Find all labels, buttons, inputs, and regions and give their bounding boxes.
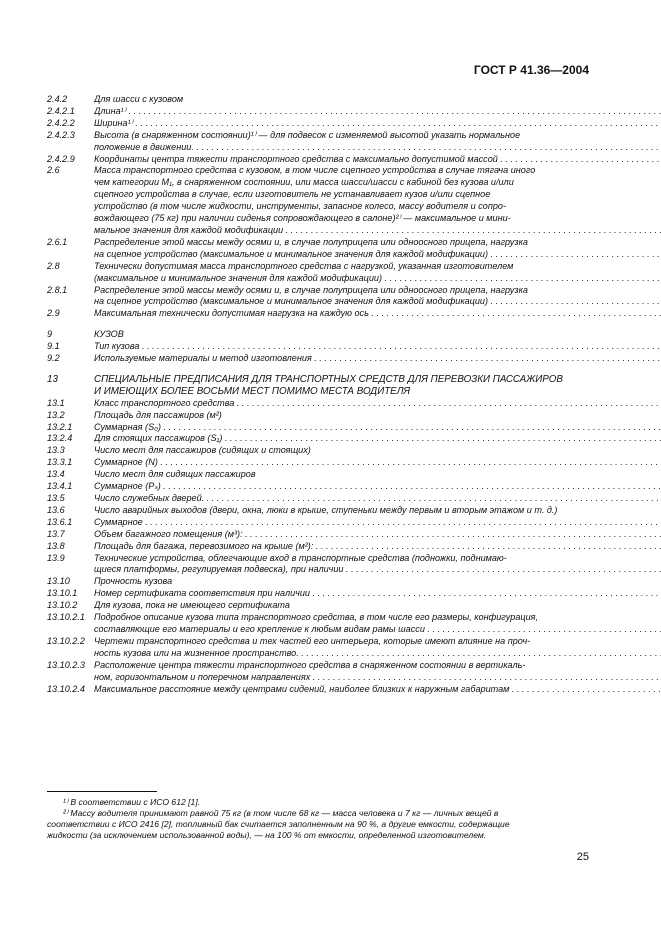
item-text (94, 636, 661, 660)
item-line: Для шасси с кузовом (94, 94, 184, 104)
item-text (94, 684, 661, 696)
item-line: щиеся платформы, регулируемая подвеска), при наличии . . . (94, 564, 661, 576)
item-line: Расположение центра тяжести транспортного средства в снаряженном состоянии в вертикаль- (94, 659, 526, 670)
list-item (47, 261, 590, 285)
item-text (94, 660, 661, 684)
item-line: И ИМЕЮЩИХ БОЛЕЕ ВОСЬМИ МЕСТ ПОМИМО МЕСТА ВОДИТЕЛЯ (94, 385, 411, 397)
list-item (47, 600, 590, 612)
item-text (94, 517, 661, 529)
item-text (94, 353, 661, 365)
item-line: Площадь для пассажиров (м²) (94, 409, 222, 420)
list-item (47, 106, 590, 118)
page-number: 25 (576, 851, 589, 863)
item-line: Технические устройства, облегчающие вход в транспортные средства (подножки, поднимаю- (94, 552, 507, 563)
section-gap (47, 365, 590, 374)
document-body (47, 94, 590, 695)
item-line: Используемые материалы и метод изготовления . . . (94, 353, 661, 365)
item-line: Суммарное . . . (94, 517, 661, 529)
item-number: 2.4.2.3 (47, 129, 75, 140)
item-text (94, 505, 590, 517)
item-line: ном, горизонтальном и поперечном направлениях . . . (94, 672, 661, 684)
item-text (94, 493, 661, 505)
item-text (94, 600, 590, 612)
item-number: 13.9 (47, 552, 65, 563)
item-line: Объем багажного помещения (м³): . . . (94, 529, 661, 541)
footnote-line: ¹⁾ В соответствии с ИСО 612 [1]. (63, 797, 201, 807)
item-number: 2.8.1 (47, 284, 68, 295)
item-text (94, 94, 590, 106)
list-item (47, 469, 590, 481)
item-text (94, 457, 661, 469)
item-number: 13.10 (47, 576, 70, 587)
list-item (47, 505, 590, 517)
item-number: 13.2.4 (47, 433, 73, 444)
list-item (47, 285, 590, 309)
item-number: 13.10.2.1 (47, 612, 85, 623)
list-item (47, 445, 590, 457)
item-number: 13.2 (47, 409, 65, 420)
list-item (47, 329, 590, 341)
list-item (47, 660, 590, 684)
item-text (94, 481, 661, 493)
item-line: Чертежи транспортного средства и тех частей его интерьера, которые имеют влияние на проч- (94, 635, 531, 646)
list-item (47, 165, 590, 236)
list-item (47, 541, 590, 553)
list-item (47, 553, 590, 577)
item-number: 13.4.1 (47, 481, 73, 492)
item-line: Номер сертификата соответствия при наличии . . . (94, 588, 661, 600)
item-number: 13.6.1 (47, 516, 73, 527)
item-number: 13.1 (47, 397, 65, 408)
list-item (47, 118, 590, 130)
item-line: мальное значения для каждой модификации . . . (94, 225, 661, 237)
list-item (47, 576, 590, 588)
item-line: Суммарное (N) . . . (94, 457, 661, 469)
item-text (94, 553, 661, 577)
item-line: Длина¹⁾ . . . (94, 106, 661, 118)
item-line: Число служебных дверей. . . . (94, 493, 661, 505)
item-line: Прочность кузова (94, 576, 173, 587)
item-line: на сцепное устройство (максимальное и минимальное значения для каждой модификации) . . . (94, 296, 661, 308)
item-number: 2.6 (47, 165, 60, 176)
item-line: положение в движении. . . . (94, 142, 661, 154)
item-text (94, 237, 661, 261)
item-line: Суммарная (S₀) . . . (94, 422, 661, 434)
list-item (47, 94, 590, 106)
item-number: 13 (47, 373, 58, 385)
item-number: 13.3 (47, 445, 65, 456)
list-item (47, 154, 590, 166)
item-line: Распределение этой массы между осями и, в случае полуприцепа или одноосного прицепа, нагрузка (94, 284, 528, 295)
item-line: Подробное описание кузова типа транспортного средства, в том числе его размеры, конфигурация, (94, 612, 539, 623)
document-header: ГОСТ Р 41.36—2004 (473, 63, 589, 77)
item-text (94, 130, 661, 154)
item-number: 13.3.1 (47, 457, 73, 468)
list-item (47, 130, 590, 154)
item-number: 13.8 (47, 540, 65, 551)
list-item (47, 457, 590, 469)
list-item (47, 636, 590, 660)
item-text (94, 329, 590, 341)
item-number: 13.10.2.2 (47, 635, 85, 646)
item-line: составляющие его материалы и его крепление к любым видам рамы шасси . . . (94, 624, 661, 636)
item-number: 2.4.2.2 (47, 117, 75, 128)
item-text (94, 529, 661, 541)
item-number: 2.8 (47, 260, 60, 271)
footnotes (47, 797, 590, 841)
list-item (47, 433, 590, 445)
list-item (47, 422, 590, 434)
list-item (47, 481, 590, 493)
item-text (94, 588, 661, 600)
list-item (47, 493, 590, 505)
list-item (47, 237, 590, 261)
item-line: на сцепное устройство (максимальное и минимальное значения для каждой модификации) . . . (94, 249, 661, 261)
item-line: Распределение этой массы между осями и, в случае полуприцепа или одноосного прицепа, нагрузка (94, 236, 528, 247)
item-line: (максимальное и минимальное значения для каждой модификации) . . . (94, 273, 661, 285)
item-number: 2.6.1 (47, 236, 68, 247)
item-number: 13.10.1 (47, 588, 78, 599)
item-line: сцепного устройства в случае, если изготовитель не устанавливает кузов и/или сцепное (94, 189, 491, 200)
footnote-line: жидкости (за исключением использованной воды), — на 100 % от емкости, определенной изготовителем. (47, 830, 487, 840)
item-number: 2.4.2.1 (47, 105, 75, 116)
item-number: 13.10.2.4 (47, 683, 85, 694)
item-line: Координаты центра тяжести транспортного средства с максимально допустимой массой . . . (94, 154, 661, 166)
item-number: 13.2.1 (47, 421, 73, 432)
list-item (47, 517, 590, 529)
item-text (94, 422, 661, 434)
footnote-line: соответствии с ИСО 2416 [2], топливный бак считается заполненным на 90 %, а другие емкости, содержащие (47, 819, 510, 829)
item-line: Площадь для багажа, перевозимого на крыше (м²): . . . (94, 541, 661, 553)
item-line: КУЗОВ (94, 329, 124, 340)
item-line: Максимальное расстояние между центрами сидений, наиболее близких к наружным габаритам . . . (94, 684, 661, 696)
item-text (94, 541, 661, 553)
item-line: Масса транспортного средства с кузовом, в том числе сцепного устройства в случае тягача иного (94, 165, 536, 176)
list-item (47, 308, 590, 320)
item-number: 9.1 (47, 341, 60, 352)
item-text (94, 612, 661, 636)
item-text (94, 308, 661, 320)
item-line: Класс транспортного средства . . . (94, 398, 661, 410)
list-item (47, 410, 590, 422)
item-line: Для кузова, пока не имеющего сертификата (94, 600, 290, 611)
list-item (47, 341, 590, 353)
list-item (47, 529, 590, 541)
item-number: 13.4 (47, 469, 65, 480)
item-line: Число аварийных выходов (двери, окна, люки в крыше, ступеньки между первым и вторым этажом и т. д.) (94, 504, 558, 515)
item-text (94, 469, 590, 481)
item-text (94, 106, 661, 118)
list-item (47, 398, 590, 410)
item-line: чем категории M₁, в снаряженном состоянии, или масса шасси/шасси с кабиной без кузова и/или (94, 177, 514, 188)
item-text (94, 433, 661, 445)
item-line: Число мест для сидящих пассажиров (94, 469, 256, 480)
item-text (94, 576, 590, 588)
footnote-divider (47, 791, 157, 792)
footnote-line: ²⁾ Массу водителя принимают равной 75 кг (в том числе 68 кг — масса человека и 7 кг — личных вещей в (63, 808, 499, 818)
item-line: СПЕЦИАЛЬНЫЕ ПРЕДПИСАНИЯ ДЛЯ ТРАНСПОРТНЫХ СРЕДСТВ ДЛЯ ПЕРЕВОЗКИ ПАССАЖИРОВ (94, 373, 563, 385)
item-text (94, 285, 661, 309)
item-number: 9 (47, 329, 53, 340)
item-line: ность кузова или на жизненное пространство. . . . (94, 648, 661, 660)
item-number: 13.7 (47, 528, 65, 539)
item-number: 13.10.2.3 (47, 659, 85, 670)
item-line: устройство (в том числе жидкости, инструменты, запасное колесо, массу водителя и сопро- (94, 201, 506, 212)
list-item (47, 588, 590, 600)
item-text (94, 374, 590, 398)
item-number: 9.2 (47, 353, 60, 364)
item-text (94, 410, 590, 422)
item-line: Высота (в снаряженном состоянии)¹⁾ — для подвесок с изменяемой высотой указать нормальное (94, 129, 521, 140)
item-line: вождающего (75 кг) при наличии сиденья сопровождающего в салоне)²⁾ — максимальное и мини- (94, 213, 511, 224)
item-text (94, 118, 661, 130)
item-line: Технически допустимая масса транспортного средства с нагрузкой, указанная изготовителем (94, 260, 514, 271)
item-number: 13.5 (47, 493, 65, 503)
list-item (47, 374, 590, 398)
item-number: 2.4.2.9 (47, 153, 75, 164)
item-text (94, 261, 661, 285)
item-number: 13.10.2 (47, 600, 78, 611)
list-item (47, 612, 590, 636)
item-text (94, 445, 590, 457)
item-text (94, 341, 661, 353)
item-line: Ширина¹⁾ . . . (94, 118, 661, 130)
item-text (94, 154, 661, 166)
item-line: Число мест для пассажиров (сидящих и стоящих) (94, 445, 311, 456)
item-line: Максимальная технически допустимая нагрузка на каждую ось . . . (94, 308, 661, 320)
item-text (94, 398, 661, 410)
item-number: 2.4.2 (47, 94, 68, 104)
item-number: 13.6 (47, 504, 65, 515)
item-text (94, 165, 661, 236)
item-line: Тип кузова . . . (94, 341, 661, 353)
item-number: 2.9 (47, 308, 60, 319)
section-gap (47, 320, 590, 329)
list-item (47, 353, 590, 365)
item-line: Суммарное (Pₛ) . . . (94, 481, 661, 493)
list-item (47, 684, 590, 696)
item-line: Для стоящих пассажиров (S₁) . . . (94, 433, 661, 445)
